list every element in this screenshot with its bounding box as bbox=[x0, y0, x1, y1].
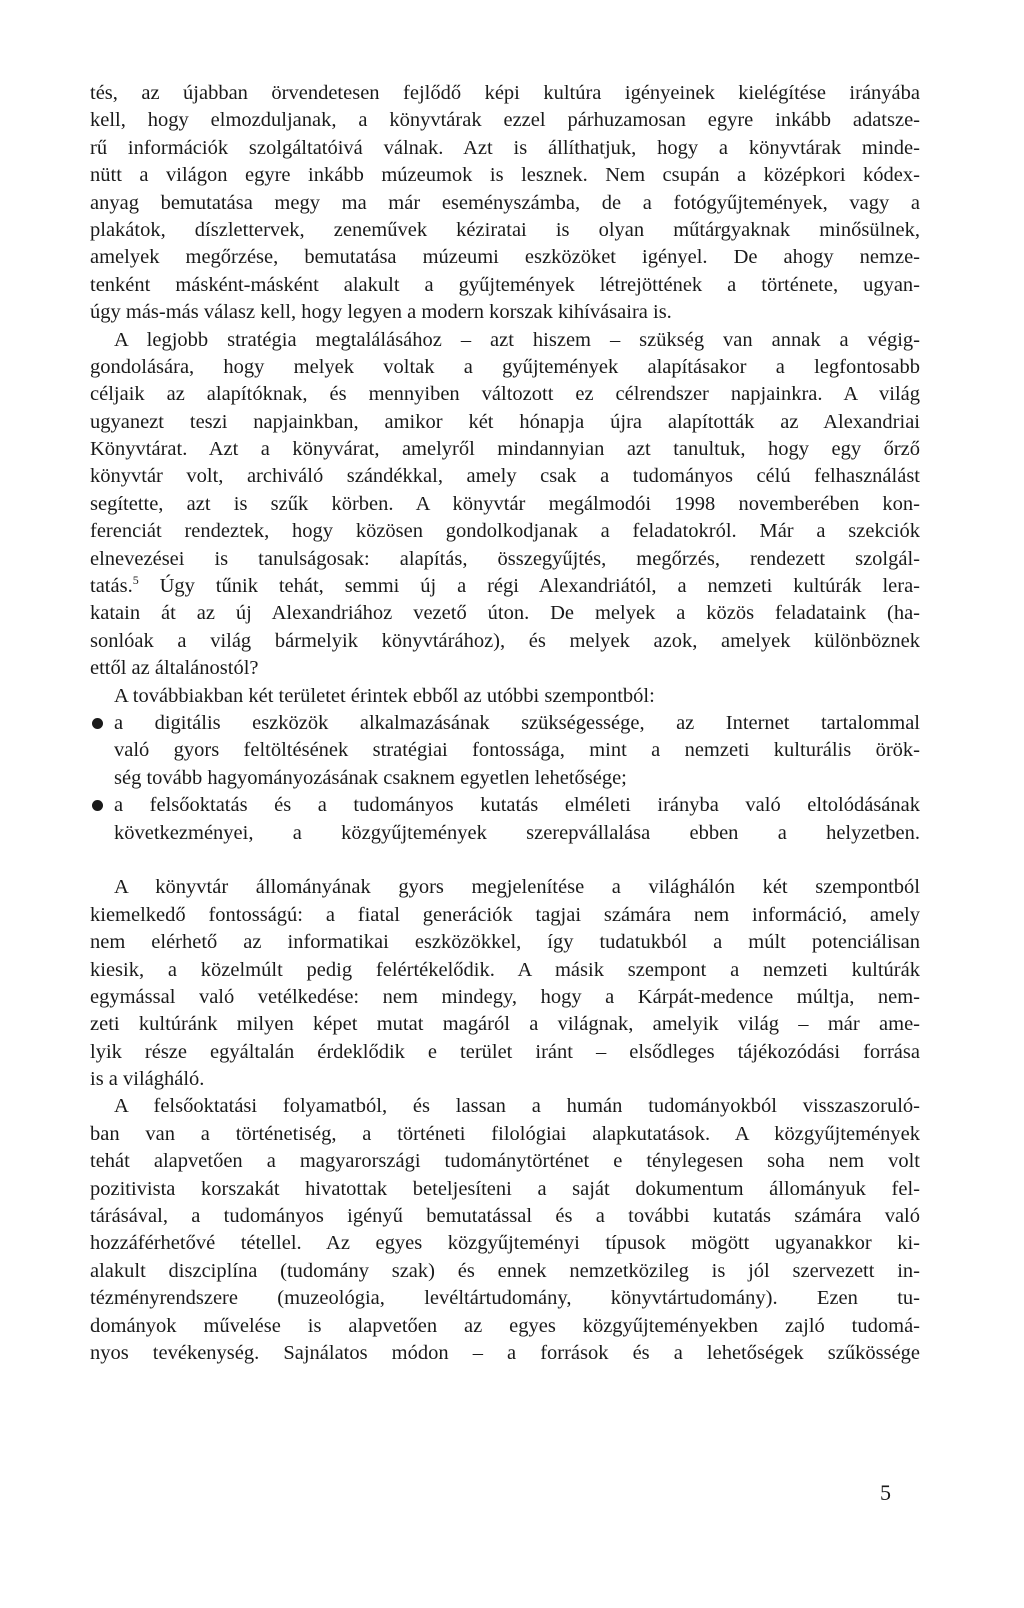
text-line: tárásával, a tudományos igényű bemutatással és a további kutatás számára való bbox=[90, 1205, 920, 1228]
section-gap bbox=[90, 847, 920, 874]
page-body bbox=[90, 80, 920, 1367]
bullet-item bbox=[90, 792, 920, 847]
text-line: sonlóak a világ bármelyik könyvtárához), és melyek azok, amelyek különböznek bbox=[90, 629, 920, 652]
text-line: ettől az általánostól? bbox=[90, 657, 259, 680]
text-line: úgy más-más válasz kell, hogy legyen a modern korszak kihívásaira is. bbox=[90, 301, 672, 324]
text-line: A könyvtár állományának gyors megjelenítése a világhálón két szempontból bbox=[114, 876, 920, 899]
paragraph-1 bbox=[90, 80, 920, 327]
text-line: céljaik az alapítóknak, és mennyiben változott ez célrendszer napjainkra. A világ bbox=[90, 383, 920, 406]
text-line: nütt a világon egyre inkább múzeumok is lesznek. Nem csupán a középkori kódex- bbox=[90, 164, 920, 187]
text-line: kell, hogy elmozduljanak, a könyvtárak ezzel párhuzamosan egyre inkább adatsze- bbox=[90, 109, 920, 132]
text-line: rű információk szolgáltatóivá válnak. Azt is állíthatjuk, hogy a könyvtárak minde- bbox=[90, 136, 920, 159]
bullet-item bbox=[90, 710, 920, 792]
text-line: gondolására, hogy melyek voltak a gyűjtemények alapításakor a legfontosabb bbox=[90, 355, 920, 378]
bullet-text: a felsőoktatás és a tudományos kutatás elméleti irányba való eltolódásának bbox=[114, 794, 920, 817]
bullet-list bbox=[90, 710, 920, 847]
text-line: könyvtár volt, archiváló szándékkal, amely csak a tudományos célú felhasználást bbox=[90, 465, 920, 488]
text-line: amelyek megőrzése, bemutatása múzeumi eszközöket igényel. De ahogy nemze- bbox=[90, 246, 920, 269]
paragraph-5 bbox=[90, 1093, 920, 1367]
bullet-text: a digitális eszközök alkalmazásának szükségessége, az Internet tartalommal bbox=[114, 711, 920, 734]
text-line: nyos tevékenység. Sajnálatos módon – a források és a lehetőségek szűkössége bbox=[90, 1341, 920, 1364]
text-line: tés, az újabban örvendetesen fejlődő képi kultúra igényeinek kielégítése irányába bbox=[90, 82, 920, 104]
text-line: anyag bemutatása megy ma már eseményszámba, de a fotógyűjtemények, vagy a bbox=[90, 191, 920, 214]
text-line: kiesik, a közelmúlt pedig felértékelődik. A másik szempont a nemzeti kultúrák bbox=[90, 958, 920, 981]
paragraph-4 bbox=[90, 874, 920, 1093]
text-line: hozzáférhetővé tétellel. Az egyes közgyűjteményi típusok mögött ugyanakkor ki- bbox=[90, 1232, 920, 1255]
text-line: segítette, azt is szűk körben. A könyvtár megálmodói 1998 novemberében kon- bbox=[90, 492, 920, 515]
page-number: 5 bbox=[880, 1480, 891, 1505]
text-line: is a világháló. bbox=[90, 1068, 205, 1091]
text-line: zeti kultúránk milyen képet mutat magáról a világnak, amelyik világ – már ame- bbox=[90, 1013, 920, 1036]
text-line: tenként másként-másként alakult a gyűjtemények létrejöttének a története, ugyan- bbox=[90, 273, 920, 296]
text-line: ban van a történetiség, a történeti filológiai alapkutatások. A közgyűjtemények bbox=[90, 1122, 920, 1145]
text-line bbox=[90, 792, 920, 819]
text-line: kiemelkedő fontosságú: a fiatal generációk tagjai számára nem információ, amely bbox=[90, 903, 920, 926]
text-line: ferenciát rendeztek, hogy közösen gondolkodjanak a feladatokról. Már a szekciók bbox=[90, 520, 920, 543]
text-line: elnevezései is tanulságosak: alapítás, összegyűjtés, megőrzés, rendezett szolgál- bbox=[90, 547, 920, 570]
text-line: tézményrendszere (muzeológia, levéltártudomány, könyvtártudomány). Ezen tu- bbox=[90, 1287, 920, 1310]
text-line: plakátok, díszlettervek, zeneművek kéziratai is olyan műtárgyaknak minősülnek, bbox=[90, 218, 920, 241]
text-line: tehát alapvetően a magyarországi tudománytörténet e ténylegesen soha nem volt bbox=[90, 1150, 920, 1173]
text-line bbox=[90, 710, 920, 737]
text-line: katain át az új Alexandriához vezető úton. De melyek a közös feladataink (ha- bbox=[90, 602, 920, 625]
text-line: következményei, a közgyűjtemények szerepvállalása ebben a helyzetben. bbox=[114, 821, 920, 844]
paragraph-2 bbox=[90, 327, 920, 683]
footnote-reference: 5 bbox=[132, 573, 139, 588]
text-line: ség tovább hagyományozásának csaknem egyetlen lehetősége; bbox=[114, 766, 627, 789]
text-line: Könyvtárat. Azt a könyvárat, amelyről mindannyian azt tanultuk, hogy egy őrző bbox=[90, 438, 920, 461]
bullet-dot-icon bbox=[92, 800, 103, 811]
bullet-dot-icon bbox=[92, 718, 103, 729]
text-line: A továbbiakban két területet érintek ebből az utóbbi szempontból: bbox=[114, 684, 655, 707]
text-line: egymással való vetélkedése: nem mindegy, hogy a Kárpát-medence múltja, nem- bbox=[90, 985, 920, 1008]
text-line: lyik része egyáltalán érdeklődik e terület iránt – elsődleges tájékozódási forrása bbox=[90, 1040, 920, 1063]
text-line: A legjobb stratégia megtalálásához – azt hiszem – szükség van annak a végig- bbox=[114, 328, 920, 351]
text-line: nem elérhető az informatikai eszközökkel, így tudatukból a múlt potenciálisan bbox=[90, 931, 920, 954]
footnote-line-start: tatás. bbox=[90, 575, 133, 598]
text-line-with-footnote bbox=[90, 573, 920, 600]
paragraph-3 bbox=[90, 683, 920, 847]
text-line: alakult diszciplína (tudomány szak) és ennek nemzetközileg is jól szervezett in- bbox=[90, 1259, 920, 1282]
footnote-line-end: Úgy tűnik tehát, semmi új a régi Alexandriától, a nemzeti kultúrák lera- bbox=[138, 575, 920, 598]
text-line: pozitivista korszakát hivatottak beteljesíteni a saját dokumentum állományuk fel- bbox=[90, 1177, 920, 1200]
text-line: való gyors feltöltésének stratégiai fontossága, mint a nemzeti kulturális örök- bbox=[114, 739, 920, 762]
text-line: dományok művelése is alapvetően az egyes közgyűjteményekben zajló tudomá- bbox=[90, 1314, 920, 1337]
text-line: ugyanezt teszi napjainkban, amikor két hónapja újra alapították az Alexandriai bbox=[90, 410, 920, 433]
text-line: A felsőoktatási folyamatból, és lassan a humán tudományokból visszaszoruló- bbox=[114, 1095, 920, 1118]
